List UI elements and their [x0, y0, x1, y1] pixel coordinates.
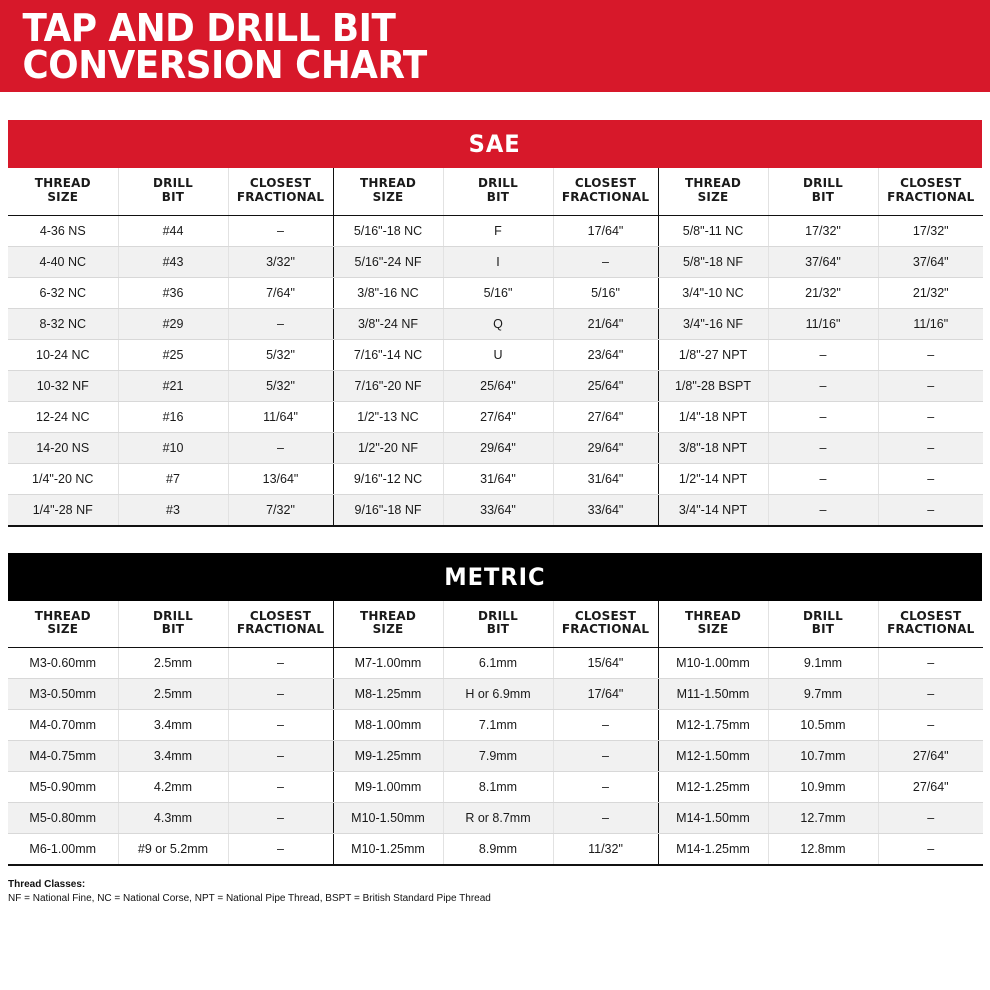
table-cell: 2.5mm — [118, 648, 228, 679]
table-cell: 1/2"-14 NPT — [658, 463, 768, 494]
table-row — [8, 432, 983, 463]
table-cell: 13/64" — [228, 463, 333, 494]
table-cell: 12.8mm — [768, 834, 878, 866]
table-cell: – — [878, 432, 983, 463]
header-line1: CLOSEST — [249, 176, 312, 190]
table-cell: – — [553, 710, 658, 741]
table-row — [8, 803, 983, 834]
table-cell: 5/16" — [553, 277, 658, 308]
table-cell: – — [228, 432, 333, 463]
table-cell: 3/4"-16 NF — [658, 308, 768, 339]
table-cell: 1/4"-18 NPT — [658, 401, 768, 432]
sae-table — [8, 168, 983, 527]
table-header-row — [8, 601, 983, 648]
table-cell: 7/32" — [228, 494, 333, 526]
table-cell: 29/64" — [443, 432, 553, 463]
table-cell: 10.7mm — [768, 741, 878, 772]
table-cell: – — [768, 339, 878, 370]
table-cell: 15/64" — [553, 648, 658, 679]
table-cell: – — [228, 803, 333, 834]
table-row — [8, 834, 983, 866]
table-cell: M3-0.50mm — [8, 679, 118, 710]
table-cell: 5/16" — [443, 277, 553, 308]
table-cell: – — [878, 339, 983, 370]
table-cell: H or 6.9mm — [443, 679, 553, 710]
metric-table — [8, 601, 983, 867]
header-line2: BIT — [486, 622, 510, 637]
header-banner — [0, 0, 990, 92]
table-cell: 27/64" — [878, 772, 983, 803]
table-cell: 2.5mm — [118, 679, 228, 710]
table-cell: 1/4"-20 NC — [8, 463, 118, 494]
header-line1: CLOSEST — [574, 608, 637, 623]
table-cell: #25 — [118, 339, 228, 370]
header-line2: SIZE — [47, 622, 79, 637]
column-header-thread-size-1 — [8, 601, 118, 648]
header-line1: DRILL — [803, 176, 843, 190]
section-header-sae-label: SAE — [469, 130, 521, 158]
header-line2: SIZE — [47, 189, 79, 204]
table-cell: 17/64" — [553, 215, 658, 246]
header-line2: SIZE — [372, 189, 404, 204]
table-cell: 6.1mm — [443, 648, 553, 679]
table-row — [8, 772, 983, 803]
table-row — [8, 710, 983, 741]
table-cell: 3/8"-18 NPT — [658, 432, 768, 463]
table-cell: – — [228, 741, 333, 772]
table-row — [8, 648, 983, 679]
table-cell: 3.4mm — [118, 710, 228, 741]
table-row — [8, 215, 983, 246]
column-header-drill-bit-2 — [443, 168, 553, 215]
table-cell: 3/4"-14 NPT — [658, 494, 768, 526]
table-cell: 10.5mm — [768, 710, 878, 741]
table-cell: 10-32 NF — [8, 370, 118, 401]
header-line2: SIZE — [372, 622, 404, 637]
table-cell: 4-40 NC — [8, 246, 118, 277]
table-cell: #21 — [118, 370, 228, 401]
table-cell: 3/4"-10 NC — [658, 277, 768, 308]
table-cell: #16 — [118, 401, 228, 432]
metric-table-body — [8, 648, 983, 866]
table-cell: 17/32" — [768, 215, 878, 246]
header-line2: FRACTIONAL — [561, 189, 650, 204]
table-cell: F — [443, 215, 553, 246]
table-cell: 12-24 NC — [8, 401, 118, 432]
column-header-thread-size-2 — [333, 601, 443, 648]
table-cell: – — [553, 772, 658, 803]
table-cell: M12-1.75mm — [658, 710, 768, 741]
table-cell: – — [878, 834, 983, 866]
table-cell: M7-1.00mm — [333, 648, 443, 679]
table-cell: 4-36 NS — [8, 215, 118, 246]
table-cell: 25/64" — [553, 370, 658, 401]
table-cell: 5/16"-18 NC — [333, 215, 443, 246]
table-cell: – — [768, 401, 878, 432]
table-cell: – — [768, 494, 878, 526]
table-cell: M4-0.70mm — [8, 710, 118, 741]
table-cell: M10-1.00mm — [658, 648, 768, 679]
header-line2: BIT — [161, 189, 185, 204]
column-header-drill-bit-2 — [443, 601, 553, 648]
table-cell: – — [228, 215, 333, 246]
column-header-thread-size-3 — [658, 601, 768, 648]
table-cell: M5-0.80mm — [8, 803, 118, 834]
table-cell: M9-1.25mm — [333, 741, 443, 772]
table-cell: 31/64" — [443, 463, 553, 494]
table-cell: 21/32" — [768, 277, 878, 308]
table-cell: 1/4"-28 NF — [8, 494, 118, 526]
table-cell: – — [878, 648, 983, 679]
table-cell: 1/8"-27 NPT — [658, 339, 768, 370]
header-line2: BIT — [486, 189, 510, 204]
page-title — [0, 6, 931, 88]
table-cell: 37/64" — [878, 246, 983, 277]
table-cell: 12.7mm — [768, 803, 878, 834]
table-cell: M8-1.00mm — [333, 710, 443, 741]
table-cell: M12-1.25mm — [658, 772, 768, 803]
table-cell: 5/32" — [228, 370, 333, 401]
table-cell: – — [228, 710, 333, 741]
column-header-drill-bit-3 — [768, 168, 878, 215]
header-line1: DRILL — [478, 176, 518, 190]
table-cell: M8-1.25mm — [333, 679, 443, 710]
table-cell: – — [878, 494, 983, 526]
table-cell: 17/32" — [878, 215, 983, 246]
table-cell: 21/64" — [553, 308, 658, 339]
table-cell: 5/16"-24 NF — [333, 246, 443, 277]
table-cell: – — [553, 803, 658, 834]
table-cell: 3/8"-16 NC — [333, 277, 443, 308]
table-cell: I — [443, 246, 553, 277]
table-cell: 3/8"-24 NF — [333, 308, 443, 339]
table-cell: 5/32" — [228, 339, 333, 370]
footnote-text: NF = National Fine, NC = National Corse, NPT = National Pipe Thread, BSPT = British Standard Pipe Thread — [8, 892, 491, 904]
table-cell: 3.4mm — [118, 741, 228, 772]
table-cell: – — [553, 741, 658, 772]
header-line2: BIT — [161, 622, 185, 637]
column-header-drill-bit-1 — [118, 168, 228, 215]
page-title-line1: TAP AND DRILL BIT — [22, 6, 396, 50]
table-row — [8, 741, 983, 772]
table-cell: 11/64" — [228, 401, 333, 432]
table-cell: 27/64" — [553, 401, 658, 432]
table-cell: Q — [443, 308, 553, 339]
table-cell: 8.9mm — [443, 834, 553, 866]
column-header-thread-size-1 — [8, 168, 118, 215]
table-row — [8, 308, 983, 339]
header-line2: BIT — [811, 189, 835, 204]
table-cell: #7 — [118, 463, 228, 494]
header-line1: DRILL — [478, 608, 518, 623]
table-cell: 1/8"-28 BSPT — [658, 370, 768, 401]
table-cell: 33/64" — [553, 494, 658, 526]
column-header-thread-size-2 — [333, 168, 443, 215]
header-line2: FRACTIONAL — [887, 189, 975, 204]
column-header-closest-fractional-1 — [228, 168, 333, 215]
table-cell: M5-0.90mm — [8, 772, 118, 803]
table-cell: 33/64" — [443, 494, 553, 526]
header-line1: THREAD — [684, 608, 742, 623]
table-cell: – — [878, 710, 983, 741]
table-cell: M14-1.25mm — [658, 834, 768, 866]
header-line2: FRACTIONAL — [561, 622, 650, 637]
table-cell: 5/8"-11 NC — [658, 215, 768, 246]
table-cell: 37/64" — [768, 246, 878, 277]
column-header-drill-bit-1 — [118, 601, 228, 648]
table-cell: – — [878, 463, 983, 494]
table-cell: 5/8"-18 NF — [658, 246, 768, 277]
table-cell: 7/16"-14 NC — [333, 339, 443, 370]
table-cell: 7.9mm — [443, 741, 553, 772]
column-header-closest-fractional-3 — [878, 601, 983, 648]
header-line2: BIT — [811, 622, 835, 637]
table-cell: – — [768, 463, 878, 494]
column-header-thread-size-3 — [658, 168, 768, 215]
header-line1: THREAD — [34, 608, 91, 623]
table-cell: M11-1.50mm — [658, 679, 768, 710]
table-row — [8, 679, 983, 710]
table-cell: U — [443, 339, 553, 370]
table-cell: #44 — [118, 215, 228, 246]
header-line1: CLOSEST — [900, 176, 962, 190]
table-cell: 17/64" — [553, 679, 658, 710]
table-row — [8, 277, 983, 308]
header-line2: FRACTIONAL — [236, 189, 325, 204]
table-cell: – — [228, 679, 333, 710]
table-cell: 11/16" — [878, 308, 983, 339]
table-cell: 7/64" — [228, 277, 333, 308]
header-line2: FRACTIONAL — [236, 622, 325, 637]
table-cell: 9/16"-12 NC — [333, 463, 443, 494]
table-cell: M4-0.75mm — [8, 741, 118, 772]
footnote — [8, 878, 982, 905]
table-cell: M9-1.00mm — [333, 772, 443, 803]
section-header-sae — [8, 120, 982, 168]
header-line1: DRILL — [153, 176, 193, 190]
column-header-closest-fractional-2 — [553, 168, 658, 215]
table-cell: M3-0.60mm — [8, 648, 118, 679]
table-cell: 31/64" — [553, 463, 658, 494]
table-cell: #43 — [118, 246, 228, 277]
table-cell: M10-1.50mm — [333, 803, 443, 834]
table-cell: 8.1mm — [443, 772, 553, 803]
table-cell: M6-1.00mm — [8, 834, 118, 866]
table-cell: – — [768, 432, 878, 463]
table-cell: 29/64" — [553, 432, 658, 463]
table-row — [8, 494, 983, 526]
table-cell: – — [228, 648, 333, 679]
table-cell: 11/32" — [553, 834, 658, 866]
header-line2: SIZE — [697, 622, 729, 637]
table-cell: 9.1mm — [768, 648, 878, 679]
table-cell: M12-1.50mm — [658, 741, 768, 772]
column-header-closest-fractional-2 — [553, 601, 658, 648]
table-cell: 10-24 NC — [8, 339, 118, 370]
section-header-metric-label: METRIC — [444, 562, 546, 591]
table-cell: 9/16"-18 NF — [333, 494, 443, 526]
header-line1: DRILL — [153, 608, 193, 623]
table-row — [8, 339, 983, 370]
table-cell: – — [878, 803, 983, 834]
table-cell: 23/64" — [553, 339, 658, 370]
table-cell: M14-1.50mm — [658, 803, 768, 834]
sae-table-body — [8, 215, 983, 526]
table-cell: 27/64" — [878, 741, 983, 772]
table-cell: 6-32 NC — [8, 277, 118, 308]
table-cell: – — [553, 246, 658, 277]
header-line1: CLOSEST — [249, 608, 312, 623]
header-line1: DRILL — [803, 608, 843, 623]
table-cell: 21/32" — [878, 277, 983, 308]
table-row — [8, 370, 983, 401]
table-cell: – — [228, 834, 333, 866]
table-cell: 1/2"-13 NC — [333, 401, 443, 432]
page-title-line2: CONVERSION CHART — [22, 43, 427, 88]
header-line1: CLOSEST — [900, 608, 962, 623]
table-cell: 1/2"-20 NF — [333, 432, 443, 463]
table-cell: 27/64" — [443, 401, 553, 432]
table-cell: 11/16" — [768, 308, 878, 339]
table-cell: #29 — [118, 308, 228, 339]
table-cell: 4.3mm — [118, 803, 228, 834]
table-cell: – — [768, 370, 878, 401]
header-line2: FRACTIONAL — [887, 622, 975, 637]
table-cell: – — [878, 401, 983, 432]
table-cell: 9.7mm — [768, 679, 878, 710]
header-line1: CLOSEST — [574, 176, 637, 190]
header-line1: THREAD — [359, 608, 417, 623]
header-line1: THREAD — [684, 176, 742, 190]
table-cell: 14-20 NS — [8, 432, 118, 463]
table-header-row — [8, 168, 983, 215]
table-cell: 25/64" — [443, 370, 553, 401]
table-row — [8, 463, 983, 494]
header-line1: THREAD — [34, 176, 91, 190]
footnote-title: Thread Classes: — [8, 879, 86, 891]
table-cell: #10 — [118, 432, 228, 463]
table-cell: R or 8.7mm — [443, 803, 553, 834]
section-header-metric — [8, 553, 982, 601]
header-line1: THREAD — [359, 176, 417, 190]
table-cell: #9 or 5.2mm — [118, 834, 228, 866]
table-cell: 3/32" — [228, 246, 333, 277]
column-header-drill-bit-3 — [768, 601, 878, 648]
table-cell: 4.2mm — [118, 772, 228, 803]
table-cell: – — [878, 679, 983, 710]
table-cell: M10-1.25mm — [333, 834, 443, 866]
table-cell: #3 — [118, 494, 228, 526]
table-cell: 10.9mm — [768, 772, 878, 803]
table-row — [8, 401, 983, 432]
column-header-closest-fractional-1 — [228, 601, 333, 648]
table-cell: – — [878, 370, 983, 401]
column-header-closest-fractional-3 — [878, 168, 983, 215]
table-cell: #36 — [118, 277, 228, 308]
table-cell: – — [228, 308, 333, 339]
header-line2: SIZE — [697, 189, 729, 204]
table-cell: – — [228, 772, 333, 803]
table-cell: 8-32 NC — [8, 308, 118, 339]
table-cell: 7/16"-20 NF — [333, 370, 443, 401]
table-cell: 7.1mm — [443, 710, 553, 741]
table-row — [8, 246, 983, 277]
